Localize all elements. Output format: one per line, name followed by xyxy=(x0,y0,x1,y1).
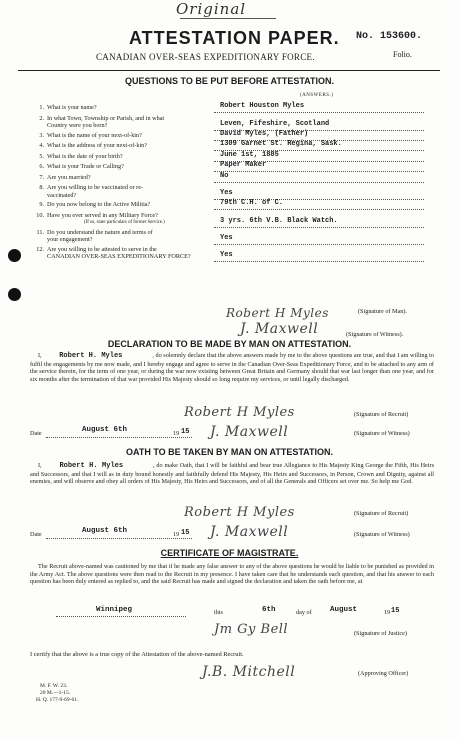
question-text: Do you now belong to the Active Militia? xyxy=(47,201,151,208)
answer-value: 1309 Garnet St. Regina, Sask. xyxy=(220,140,342,148)
question-row xyxy=(24,184,143,199)
answer-line xyxy=(214,182,424,183)
cert-year: 15 xyxy=(391,607,400,615)
question-text: Are you willing to be attested to serve in the xyxy=(47,245,157,253)
footer-form-code: M. F. W. 23. xyxy=(40,683,68,689)
oath-signature-witness: J. Maxwell xyxy=(210,524,289,540)
question-text: What is your Trade or Calling? xyxy=(47,163,124,170)
declaration-name: Robert H. Myles xyxy=(59,352,123,360)
question-text: In what Town, Township or Parish, and in what xyxy=(47,114,165,122)
cert-this-label: this xyxy=(214,609,223,616)
footer-hq-code: H. Q. 177-9-69-61. xyxy=(36,697,79,703)
folio-label: Folio. xyxy=(393,50,412,59)
question-number: 1. xyxy=(39,104,44,111)
cert-day-of-label: day of xyxy=(296,609,312,616)
justice-label: (Signature of Justice) xyxy=(354,630,407,637)
declaration-text xyxy=(30,352,434,383)
answer-line xyxy=(214,261,424,262)
declaration-date-label: Date xyxy=(30,430,42,437)
question-text: What is the address of your next-of-kin? xyxy=(47,142,148,149)
oath-signature-recruit: Robert H Myles xyxy=(184,505,295,520)
declaration-year-prefix: 19 xyxy=(173,430,180,437)
question-text: vaccinated? xyxy=(47,191,77,199)
declaration-date: August 6th xyxy=(82,426,128,434)
question-text: What is the name of your next-of-kin? xyxy=(47,131,142,139)
question-text: Are you married? xyxy=(47,173,91,181)
note-underline xyxy=(180,18,276,19)
signature-of-man: Robert H Myles xyxy=(226,306,329,320)
punch-hole xyxy=(8,288,21,301)
oath-recruit-label: (Signature of Recruit) xyxy=(354,510,409,517)
oath-date: August 6th xyxy=(82,527,128,535)
signature-of-man-label: (Signature of Man). xyxy=(358,308,407,315)
question-number: 7. xyxy=(39,173,44,181)
justice-signature: Jm Gy Bell xyxy=(214,622,289,637)
answer-value: Leven, Fifeshire, Scotland xyxy=(220,119,330,128)
question-row xyxy=(24,229,153,244)
question-number: 8. xyxy=(39,184,44,191)
punch-hole xyxy=(8,249,21,262)
question-text: What is the date of your birth? xyxy=(47,152,123,160)
declaration-recruit-label: (Signature of Recruit) xyxy=(354,411,409,418)
oath-prefix: I, xyxy=(38,462,44,469)
question-number: 10. xyxy=(36,211,44,219)
question-text: (If so, state particulars of former Service.) xyxy=(84,220,165,225)
question-number: 6. xyxy=(39,163,44,170)
question-row xyxy=(24,212,165,227)
question-text: CANADIAN OVER-SEAS EXPEDITIONARY FORCE? xyxy=(47,253,191,260)
question-text: Do you understand the nature and terms of xyxy=(47,228,153,236)
declaration-year: 15 xyxy=(181,428,190,436)
cert-place: Winnipeg xyxy=(96,606,133,614)
question-number: 5. xyxy=(39,152,44,160)
answer-value: Robert Houston Myles xyxy=(220,102,305,110)
page-subtitle: CANADIAN OVER-SEAS EXPEDITIONARY FORCE. xyxy=(96,52,315,62)
approving-officer-signature: J.B. Mitchell xyxy=(202,664,296,680)
original-note: Original xyxy=(176,0,247,18)
declaration-date-line xyxy=(46,437,192,438)
signature-of-witness: J. Maxwell xyxy=(240,321,319,337)
answer-value: 79th C.H. of C. xyxy=(220,199,284,207)
questions-heading: QUESTIONS TO BE PUT BEFORE ATTESTATION. xyxy=(124,76,334,86)
question-row xyxy=(24,174,91,182)
cert-place-line xyxy=(56,616,186,617)
question-row xyxy=(24,115,164,130)
question-row xyxy=(24,201,150,209)
answer-value: No xyxy=(220,171,229,180)
question-text: Country were you born? xyxy=(47,122,108,129)
question-text: Are you willing to be vaccinated or re- xyxy=(47,184,144,191)
declaration-heading: DECLARATION TO BE MADE BY MAN ON ATTESTATION. xyxy=(107,339,352,349)
question-text: your engagement? xyxy=(47,236,93,243)
question-number: 3. xyxy=(39,131,44,139)
answers-label: (ANSWERS.) xyxy=(300,93,334,98)
oath-date-line xyxy=(46,538,192,539)
question-text: Have you ever served in any Military Force? xyxy=(47,211,158,219)
question-row xyxy=(24,142,147,150)
question-number: 4. xyxy=(39,142,44,149)
cert-year-prefix: 19 xyxy=(384,609,391,616)
question-row xyxy=(24,132,142,140)
oath-year: 15 xyxy=(181,529,190,537)
signature-of-witness-label: (Signature of Witness). xyxy=(346,331,404,338)
cert-month: August xyxy=(330,606,358,614)
answer-value: Yes xyxy=(220,233,233,242)
question-row xyxy=(24,104,97,112)
answer-value: David Myles, (Father) xyxy=(220,129,309,138)
oath-date-label: Date xyxy=(30,531,42,538)
question-row xyxy=(24,153,123,161)
oath-heading: OATH TO BE TAKEN BY MAN ON ATTESTATION. xyxy=(126,447,333,457)
declaration-signature-witness: J. Maxwell xyxy=(210,424,289,440)
oath-witness-label: (Signature of Witness) xyxy=(354,531,410,538)
question-row xyxy=(24,246,191,261)
footer-print-code: 20 M.—1-15. xyxy=(40,690,71,696)
declaration-prefix: I, xyxy=(38,352,44,359)
answer-value: Paper Maker xyxy=(220,161,267,169)
answer-line xyxy=(214,227,424,228)
approving-officer-label: (Approving Officer) xyxy=(358,670,409,677)
oath-year-prefix: 19 xyxy=(173,531,180,538)
header-rule xyxy=(18,70,440,71)
question-row xyxy=(24,163,124,171)
answer-line xyxy=(214,171,424,172)
certificate-heading: CERTIFICATE OF MAGISTRATE. xyxy=(160,548,299,558)
oath-body: , do make Oath, that I will be faithful and bear true Allegiance to His Majesty King George the Fifth, His Heirs and Successors, and that I will as in duty bound honestly and faithfully defend His Majesty, His Heirs and Successors, in Person, Crown and Dignity, against all enemies, and will observe and obey all orders of His Majesty, His Heirs and Successors, and of all the Generals and Officers set over me. So help me God. xyxy=(30,462,434,486)
question-number: 12. xyxy=(36,245,44,253)
answer-value: Yes xyxy=(220,189,233,197)
answer-line xyxy=(214,112,424,113)
certificate-text: The Recruit above-named was cautioned by me that if he made any false answer to any of the above questions he would be liable to be punished as provided in the Army Act. The above questions were then read to the Recruit in my presence. I have taken care that he understands each question, and that his answer to each question has been duly entered as replied to, and the said Recruit has made and signed the declaration and taken the oath before me, at xyxy=(30,563,434,586)
question-number: 2. xyxy=(39,114,44,122)
oath-text xyxy=(30,462,434,486)
question-number: 9. xyxy=(39,201,44,208)
declaration-witness-label: (Signature of Witness) xyxy=(354,430,410,437)
answer-value: Yes xyxy=(220,250,233,259)
answer-value: 3 yrs. 6th V.B. Black Watch. xyxy=(220,216,338,225)
approval-text: I certify that the above is a true copy of the Attestation of the above-named Recruit. xyxy=(30,651,244,658)
answer-line xyxy=(214,244,424,245)
regimental-number: No. 153600. xyxy=(356,31,423,42)
cert-day: 6th xyxy=(262,606,276,614)
oath-name: Robert H. Myles xyxy=(59,462,124,470)
question-number: 11. xyxy=(36,228,44,236)
answer-line xyxy=(214,209,424,210)
declaration-signature-recruit: Robert H Myles xyxy=(184,405,295,420)
declaration-body: , do solemnly declare that the above answers made by me to the above questions are true, and that I am willing to fulfil the engagements by me now made, and I hereby engage and agree to serve in the Canadian Over-Seas Expeditionary Force, and to be attached to any arm of the service therein, for the term of one year, or during the war now existing between Great Britain and Germany should that war last longer than one year, and for six months after the termination of that war provided His Majesty should so long require my services, or until legally discharged. xyxy=(30,352,434,383)
question-text: What is your name? xyxy=(47,104,97,111)
answer-value: June 1st, 1885 xyxy=(220,150,279,159)
page-title: ATTESTATION PAPER. xyxy=(129,28,340,48)
